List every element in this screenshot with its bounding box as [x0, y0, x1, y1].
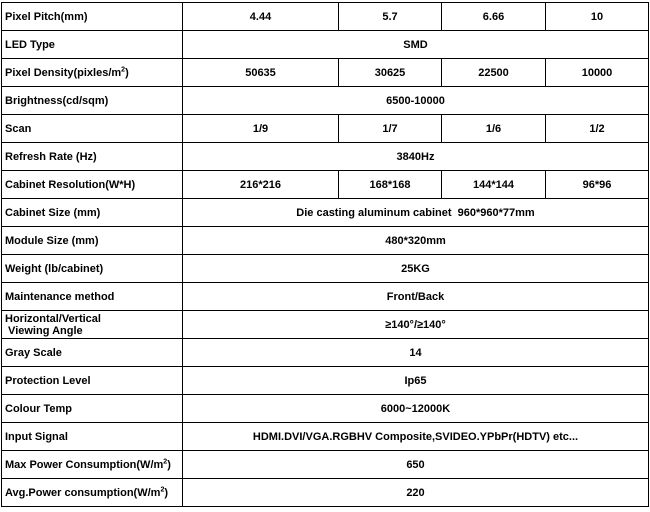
label-superscript: 2 [160, 485, 165, 493]
cell-value: 25KG [183, 255, 649, 283]
table-row [2, 3, 649, 31]
cell-value: 96*96 [546, 171, 649, 199]
table-row [2, 451, 649, 479]
cell-value: Ip65 [183, 367, 649, 395]
label-line-1: Horizontal/Vertical [5, 312, 101, 325]
cell-value: 50635 [183, 59, 339, 87]
table-row [2, 283, 649, 311]
label-text-end: ) [125, 66, 129, 79]
table-row [2, 143, 649, 171]
row-label: Refresh Rate (Hz) [2, 143, 183, 171]
row-label: Colour Temp [2, 395, 183, 423]
cell-value: 144*144 [442, 171, 546, 199]
cell-value: 30625 [339, 59, 442, 87]
cell-value: 5.7 [339, 3, 442, 31]
cell-value: 1/7 [339, 115, 442, 143]
table-row [2, 255, 649, 283]
cell-value: Front/Back [183, 283, 649, 311]
cell-value: 4.44 [183, 3, 339, 31]
table-row [2, 479, 649, 507]
row-label: LED Type [2, 31, 183, 59]
cell-value: 14 [183, 339, 649, 367]
table-row [2, 395, 649, 423]
row-label: Weight (lb/cabinet) [2, 255, 183, 283]
cell-value: 650 [183, 451, 649, 479]
label-text-end: ) [167, 458, 171, 471]
label-text: Avg.Power consumption(W/m [5, 486, 161, 499]
cell-value: 10000 [546, 59, 649, 87]
table-row [2, 227, 649, 255]
table-row [2, 423, 649, 451]
cell-value: HDMI.DVI/VGA.RGBHV Composite,SVIDEO.YPbPr(HDTV) etc... [183, 423, 649, 451]
table-row [2, 367, 649, 395]
table-row [2, 59, 649, 87]
table-row [2, 199, 649, 227]
cell-value: 6000~12000K [183, 395, 649, 423]
label-text: Pixel Density(pixles/m [5, 66, 122, 79]
row-label: Module Size (mm) [2, 227, 183, 255]
row-label: Gray Scale [2, 339, 183, 367]
table-row [2, 87, 649, 115]
row-label: Protection Level [2, 367, 183, 395]
row-label: Brightness(cd/sqm) [2, 87, 183, 115]
row-label: Cabinet Size (mm) [2, 199, 183, 227]
cell-value: 3840Hz [183, 143, 649, 171]
row-label: Maintenance method [2, 283, 183, 311]
label-superscript: 2 [121, 65, 126, 73]
table-row [2, 311, 649, 339]
cell-value: 1/2 [546, 115, 649, 143]
label-text: Max Power Consumption(W/m [5, 458, 164, 471]
cell-value: 220 [183, 479, 649, 507]
cell-value: 1/6 [442, 115, 546, 143]
cell-value: ≥140°/≥140° [183, 311, 649, 339]
table-row [2, 339, 649, 367]
cell-value: SMD [183, 31, 649, 59]
label-text-end: ) [164, 486, 169, 499]
cell-value: Die casting aluminum cabinet 960*960*77mm [183, 199, 649, 227]
row-label [2, 311, 183, 339]
cell-value: 22500 [442, 59, 546, 87]
cell-value: 1/9 [183, 115, 339, 143]
cell-value: 168*168 [339, 171, 442, 199]
cell-value: 10 [546, 3, 649, 31]
cell-value: 6.66 [442, 3, 546, 31]
cell-value: 216*216 [183, 171, 339, 199]
spec-table [1, 2, 649, 507]
row-label: Input Signal [2, 423, 183, 451]
row-label [2, 59, 183, 87]
row-label: Scan [2, 115, 183, 143]
table-row [2, 115, 649, 143]
row-label [2, 479, 183, 507]
cell-value: 480*320mm [183, 227, 649, 255]
row-label: Pixel Pitch(mm) [2, 3, 183, 31]
table-row [2, 31, 649, 59]
row-label: Cabinet Resolution(W*H) [2, 171, 183, 199]
table-row [2, 171, 649, 199]
cell-value: 6500-10000 [183, 87, 649, 115]
label-line-2: Viewing Angle [5, 324, 83, 337]
row-label [2, 451, 183, 479]
label-superscript: 2 [163, 457, 168, 465]
